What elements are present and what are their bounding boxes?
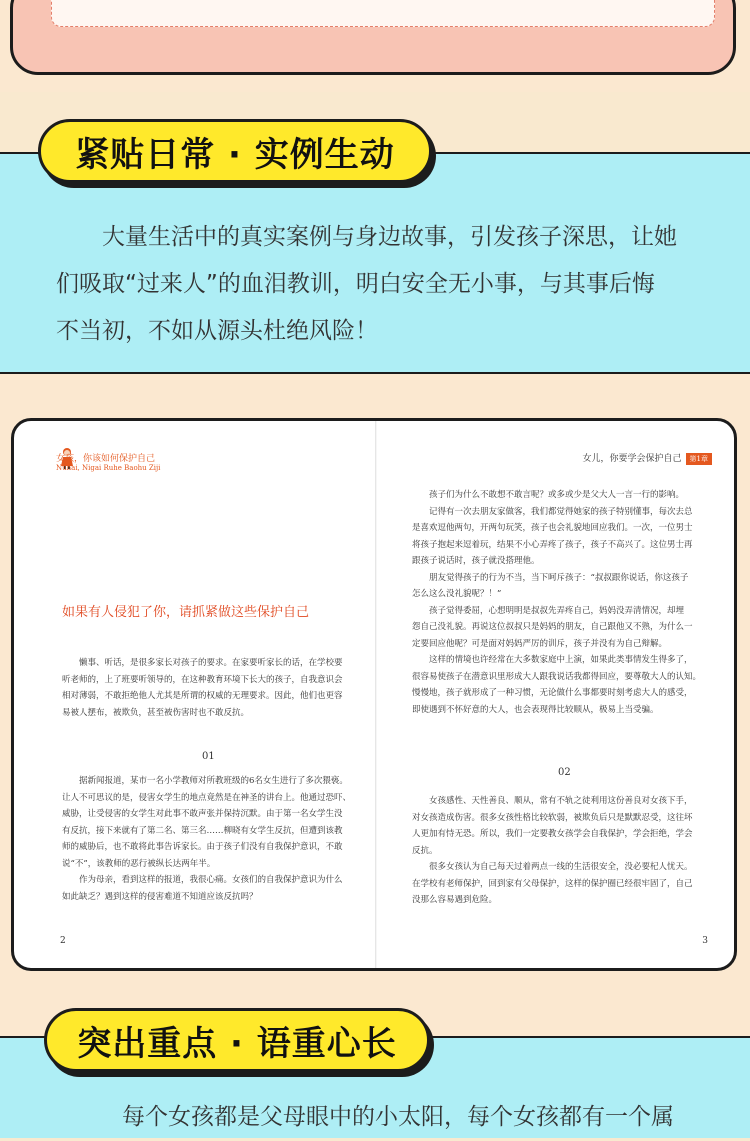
text-line: 孩子们为什么不敢想不敢言呢？或多或少是父大人一言一行的影响。 <box>429 490 685 500</box>
section-heading-realistic: 紧贴日常 · 实例生动 <box>38 119 432 183</box>
left-page-number: 2 <box>60 936 66 946</box>
text-line: 听老师的，上了班要听领导的，在这种教育环境下长大的孩子，自我意识会 <box>62 674 343 685</box>
section-number: 01 <box>202 751 215 762</box>
right-running-head <box>583 451 712 465</box>
text-line: 孩子觉得委屈，心想明明是叔叔先弄疼自己，妈妈没弄清情况，却埋 <box>429 605 685 616</box>
intro-paragraph <box>62 655 380 721</box>
text-line: 人更加有恃无恐。所以，我们一定要教女孩学会自我保护，学会拒绝，学会 <box>412 829 693 839</box>
text-line: 很多女孩认为自己每天过着两点一线的生活很安全，没必要杞人忧天。 <box>429 862 693 872</box>
section-heading-key-points: 突出重点 · 语重心长 <box>44 1008 430 1072</box>
text-line: 对女孩造成伤害。很多女孩性格比较软弱，被欺负后只是默默忍受，这往坏 <box>412 812 693 823</box>
desc-line: 大量生活中的真实案例与身边故事，引发孩子深思，让她 <box>102 224 677 250</box>
text-line: 师的威胁后，也不敢将此事告诉家长。由于孩子们没有自我保护意识，不敢 <box>62 842 343 852</box>
desc-line: 不当初，不如从源头杜绝风险！ <box>56 318 378 344</box>
text-line: 有反抗，接下来就有了第二名、第三名……柳晓有女学生反抗，但遭到该教 <box>62 825 343 836</box>
left-page <box>36 421 356 968</box>
toc-card <box>10 0 736 75</box>
case-paragraph <box>62 773 380 905</box>
text-line: 说“不”，该教师的恶行被纵长达两年半。 <box>62 858 216 869</box>
left-running-head: 女孩，你该如何保护自己 <box>56 454 156 464</box>
section-number-2: 02 <box>558 767 571 778</box>
text-line: 怎么这么没礼貌呢？！” <box>412 589 502 599</box>
book-spread <box>11 418 737 971</box>
text-line: 威胁，让受侵害的女学生对此事不敢声张并保持沉默。由于第一名女学生没 <box>62 809 343 819</box>
desc-line: 们吸取“过来人”的血泪教训，明白安全无小事，与其事后悔 <box>56 271 655 297</box>
right-paragraph-a <box>412 487 730 718</box>
text-line: 让人不可思议的是，侵害女学生的地点竟然是在神圣的讲台上。他通过恐吓、 <box>62 792 352 803</box>
text-line: 没那么容易遇到危险。 <box>412 895 498 905</box>
text-line: 跟孩子说话时，孩子就没搭理他。 <box>412 556 540 566</box>
text-line: 据新闻报道，某市一名小学教师对所教班级的6名女生进行了多次猥亵。 <box>79 776 348 786</box>
text-line: 反抗。 <box>412 845 438 856</box>
right-page-number: 3 <box>702 936 708 946</box>
text-line: 将孩子抱起来逗着玩，结果不小心弄疼了孩子，孩子不高兴了。这位男士再 <box>412 539 693 550</box>
text-line: 朋友觉得孩子的行为不当，当下呵斥孩子：“叔叔跟你说话，你这孩子 <box>429 572 689 583</box>
text-line: 懒事、听话，是很多家长对孩子的要求。在家要听家长的话，在学校要 <box>79 658 343 668</box>
text-line: 定要回应他呢？可是面对妈妈严厉的训斥，孩子并没有为自己辩解。 <box>412 638 668 649</box>
text-line: 作为母亲，看到这样的报道，我很心痛。女孩们的自我保护意识为什么 <box>79 875 343 885</box>
feature-description-2 <box>56 1094 696 1141</box>
text-line: 易被人摆布，被欺负，甚至被伤害时也不敢反抗。 <box>62 707 250 718</box>
text-line: 女孩感性、天性善良、顺从，常有不轨之徒利用这份善良对女孩下手， <box>429 796 693 806</box>
desc-line: 每个女孩都是父母眼中的小太阳，每个女孩都有一个属 <box>122 1104 674 1130</box>
text-line: 怨自己没礼貌。再说这位叔叔只是妈妈的朋友，自己跟他又不熟，为什么一 <box>412 622 693 632</box>
chapter-title: 如果有人侵犯了你，请抓紧做这些保护自己 <box>62 605 310 620</box>
toc-inner <box>51 0 715 27</box>
chapter-badge: 第1章 <box>686 453 712 465</box>
feature-description <box>56 214 696 355</box>
left-running-pinyin: Nühai, Nigai Ruhe Baohu Ziji <box>56 464 161 472</box>
feature-section-realistic <box>0 152 750 374</box>
right-running-title: 女儿，你要学会保护自己 <box>582 454 682 464</box>
text-line: 在学校有老师保护，回到家有父母保护，这样的保护圈已经很牢固了，自己 <box>412 878 693 889</box>
text-line: 慢慢地，孩子就形成了一种习惯，无论做什么事都要时刻考虑大人的感受， <box>412 688 693 698</box>
text-line: 如此缺乏？遇到这样的侵害难道不知道应该反抗吗？ <box>62 891 258 902</box>
right-page <box>398 421 718 968</box>
text-line: 是喜欢逗他两句，开两句玩笑，孩子也会礼貌地回应我们。一次，一位男士 <box>412 523 693 533</box>
right-paragraph-b <box>412 793 730 909</box>
text-line: 记得有一次去朋友家做客，我们都觉得她家的孩子特别懂事，每次去总 <box>429 506 693 517</box>
text-line: 这样的情境也许经常在大多数家庭中上演，如果此类事情发生得多了， <box>429 655 693 665</box>
text-line: 很容易使孩子在潜意识里形成大人跟我说话我都得回应，要尊敬大人的认知。 <box>412 671 702 682</box>
text-line: 相对薄弱，不敢拒绝他人尤其是所谓的权威的无理要求。因此，他们也更容 <box>62 691 343 701</box>
text-line: 即使遇到不怀好意的大人，也会表现得比较顺从，极易上当受骗。 <box>412 704 659 715</box>
